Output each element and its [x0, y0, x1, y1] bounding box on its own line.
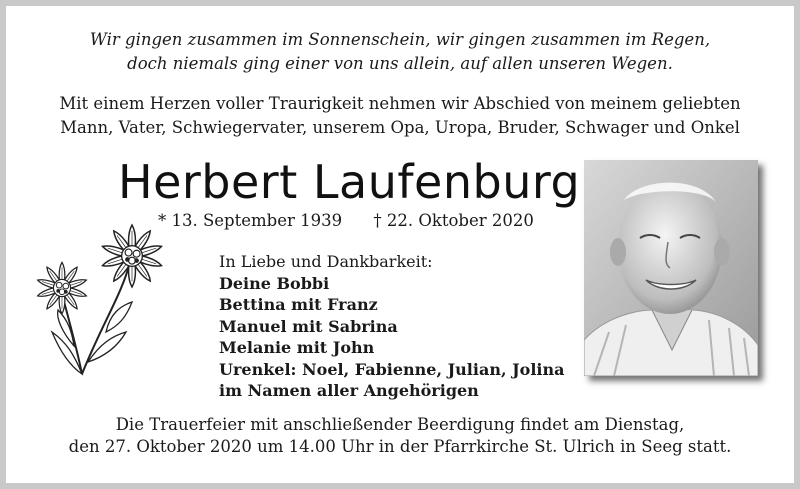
mourners-list — [219, 251, 565, 402]
mourner-item: im Namen aller Angehörigen — [219, 381, 479, 400]
mourner-item: Urenkel: Noel, Fabienne, Julian, Jolina — [219, 359, 565, 379]
intro-line-2: Mann, Vater, Schwiegervater, unserem Opa, Uropa, Bruder, Schwager und Onkel — [60, 118, 740, 137]
mourner-item: Bettina mit Franz — [219, 295, 378, 314]
mourner-item: Deine Bobbi — [219, 273, 330, 293]
motto-line-2: doch niemals ging einer von uns allein, auf allen unseren Wegen. — [127, 54, 673, 73]
intro-text — [0, 92, 800, 140]
mourner-item: Manuel mit Sabrina — [219, 316, 398, 336]
death-date: † 22. Oktober 2020 — [373, 211, 534, 230]
birth-date: * 13. September 1939 — [158, 211, 343, 230]
life-dates — [158, 211, 534, 230]
motto-line-1: Wir gingen zusammen im Sonnenschein, wir gingen zusammen im Regen, — [89, 30, 711, 49]
service-info — [0, 414, 800, 458]
intro-line-1: Mit einem Herzen voller Traurigkeit nehmen wir Abschied von meinem geliebten — [59, 94, 741, 113]
edelweiss-icon — [22, 214, 192, 384]
portrait-photo — [584, 160, 758, 376]
service-line-2: den 27. Oktober 2020 um 14.00 Uhr in der Pfarrkirche St. Ulrich in Seeg statt. — [68, 437, 732, 456]
mourners-label: In Liebe und Dankbarkeit: — [219, 252, 433, 271]
mourner-item: Melanie mit John — [219, 338, 375, 357]
deceased-name: Herbert Laufenburg — [118, 155, 581, 209]
motto-verse — [0, 28, 800, 76]
service-line-1: Die Trauerfeier mit anschließender Beerdigung findet am Dienstag, — [115, 415, 685, 434]
